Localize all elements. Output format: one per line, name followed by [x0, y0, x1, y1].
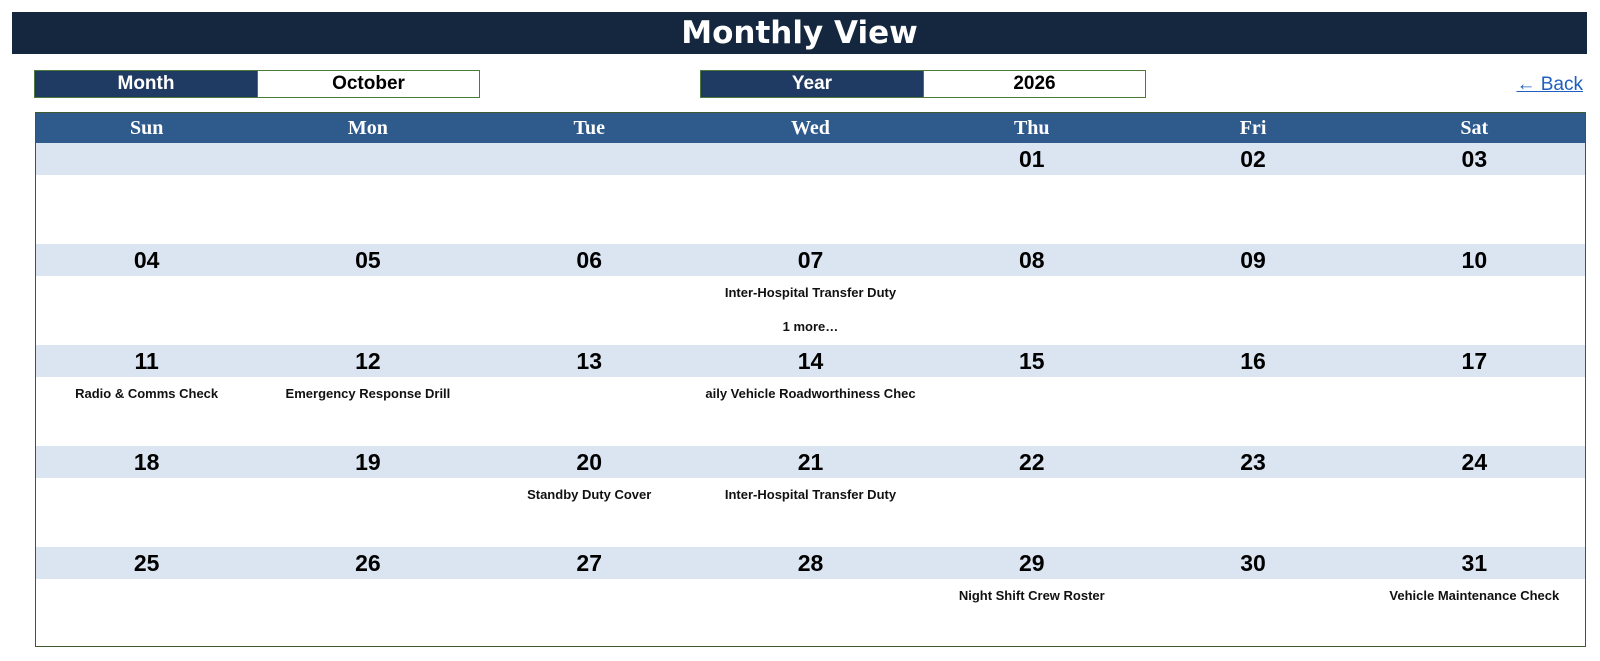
calendar-week [36, 143, 1585, 244]
month-label: Month [34, 70, 258, 98]
day-cell[interactable] [700, 276, 921, 345]
day-cell[interactable] [921, 579, 1142, 647]
day-number: 14 [797, 347, 824, 374]
day-number: 31 [1461, 549, 1488, 576]
event-item[interactable]: Emergency Response Drill [285, 386, 451, 401]
day-cell[interactable] [1364, 377, 1585, 446]
day-number: 24 [1461, 448, 1488, 475]
event-row [36, 579, 1585, 647]
day-number: 23 [1240, 448, 1266, 475]
day-number: 15 [1018, 347, 1045, 374]
year-selector [700, 70, 1146, 98]
event-row [36, 175, 1585, 244]
day-number: 09 [1240, 246, 1266, 273]
event-item[interactable]: Standby Duty Cover [527, 487, 652, 502]
day-number: 04 [133, 246, 160, 273]
weekday-sun: Sun [129, 116, 164, 139]
day-cell[interactable] [921, 377, 1142, 446]
day-cell[interactable] [700, 377, 921, 446]
day-cell[interactable] [479, 175, 700, 244]
date-number-row [36, 244, 1585, 276]
day-number: 19 [355, 448, 381, 475]
day-number: 11 [134, 347, 159, 374]
day-number: 20 [576, 448, 602, 475]
day-cell[interactable] [479, 478, 700, 547]
event-row [36, 276, 1585, 345]
event-item[interactable]: aily Vehicle Roadworthiness Chec [705, 386, 916, 401]
day-number: 17 [1461, 347, 1488, 374]
day-number [257, 143, 478, 175]
back-link[interactable]: ← Back [1516, 74, 1583, 95]
day-cell[interactable] [36, 276, 257, 345]
day-number: 01 [1018, 145, 1045, 172]
weekday-header [36, 113, 1585, 143]
day-cell[interactable] [1142, 377, 1363, 446]
day-cell[interactable] [700, 579, 921, 647]
calendar-week [36, 244, 1585, 345]
date-number-row [36, 547, 1585, 579]
day-number: 16 [1240, 347, 1266, 374]
day-number: 10 [1461, 246, 1488, 273]
day-cell[interactable] [1142, 579, 1363, 647]
day-cell[interactable] [700, 175, 921, 244]
day-number [700, 143, 921, 175]
day-cell[interactable] [1364, 175, 1585, 244]
day-number: 28 [797, 549, 824, 576]
day-cell[interactable] [36, 377, 257, 446]
weekday-wed: Wed [791, 116, 830, 139]
day-cell[interactable] [921, 175, 1142, 244]
day-number: 08 [1018, 246, 1045, 273]
day-cell[interactable] [700, 478, 921, 547]
day-number: 29 [1018, 549, 1045, 576]
year-value[interactable]: 2026 [924, 70, 1146, 98]
day-cell[interactable] [1364, 276, 1585, 345]
day-cell[interactable] [257, 579, 478, 647]
day-cell[interactable] [257, 377, 478, 446]
day-cell[interactable] [257, 478, 478, 547]
day-number: 25 [133, 549, 160, 576]
day-number: 06 [576, 246, 602, 273]
day-cell[interactable] [921, 478, 1142, 547]
month-selector [34, 70, 480, 98]
day-number: 03 [1461, 145, 1488, 172]
day-number: 22 [1018, 448, 1045, 475]
day-cell[interactable] [1142, 276, 1363, 345]
event-row [36, 478, 1585, 547]
date-number-row [36, 446, 1585, 478]
weekday-tue: Tue [573, 116, 605, 139]
day-number: 21 [797, 448, 824, 475]
event-item[interactable]: Radio & Comms Check [75, 386, 219, 401]
day-number: 07 [797, 246, 824, 273]
day-cell[interactable] [36, 579, 257, 647]
weekday-mon: Mon [347, 116, 388, 139]
date-number-row [36, 143, 1585, 175]
event-item[interactable]: Inter-Hospital Transfer Duty [724, 487, 897, 502]
month-value[interactable]: October [258, 70, 480, 98]
page-title: Monthly View [12, 12, 1587, 54]
day-number: 18 [133, 448, 160, 475]
day-number: 12 [355, 347, 381, 374]
day-cell[interactable] [1364, 478, 1585, 547]
day-cell[interactable] [36, 478, 257, 547]
day-cell[interactable] [479, 276, 700, 345]
event-item[interactable]: Vehicle Maintenance Check [1389, 588, 1560, 603]
day-number: 13 [576, 347, 602, 374]
calendar-week [36, 446, 1585, 547]
day-cell[interactable] [921, 276, 1142, 345]
weekday-sat: Sat [1460, 116, 1489, 139]
day-number: 02 [1240, 145, 1266, 172]
day-cell[interactable] [36, 175, 257, 244]
weekday-thu: Thu [1013, 116, 1050, 139]
event-item[interactable]: Inter-Hospital Transfer Duty [724, 285, 897, 300]
calendar-grid [35, 112, 1586, 647]
day-number [36, 143, 257, 175]
day-cell[interactable] [479, 377, 700, 446]
calendar-week [36, 547, 1585, 647]
day-cell[interactable] [257, 175, 478, 244]
day-number: 26 [355, 549, 381, 576]
day-number [479, 143, 700, 175]
weekday-fri: Fri [1239, 116, 1267, 139]
calendar-week [36, 345, 1585, 446]
day-cell[interactable] [257, 276, 478, 345]
date-number-row [36, 345, 1585, 377]
day-cell[interactable] [1142, 478, 1363, 547]
event-item[interactable]: Night Shift Crew Roster [958, 588, 1105, 603]
day-cell[interactable] [1364, 579, 1585, 647]
year-label: Year [700, 70, 924, 98]
day-number: 30 [1240, 549, 1266, 576]
day-cell[interactable] [1142, 175, 1363, 244]
more-events-link[interactable]: 1 more… [782, 319, 839, 334]
day-number: 27 [576, 549, 602, 576]
day-number: 05 [355, 246, 381, 273]
event-row [36, 377, 1585, 446]
day-cell[interactable] [479, 579, 700, 647]
